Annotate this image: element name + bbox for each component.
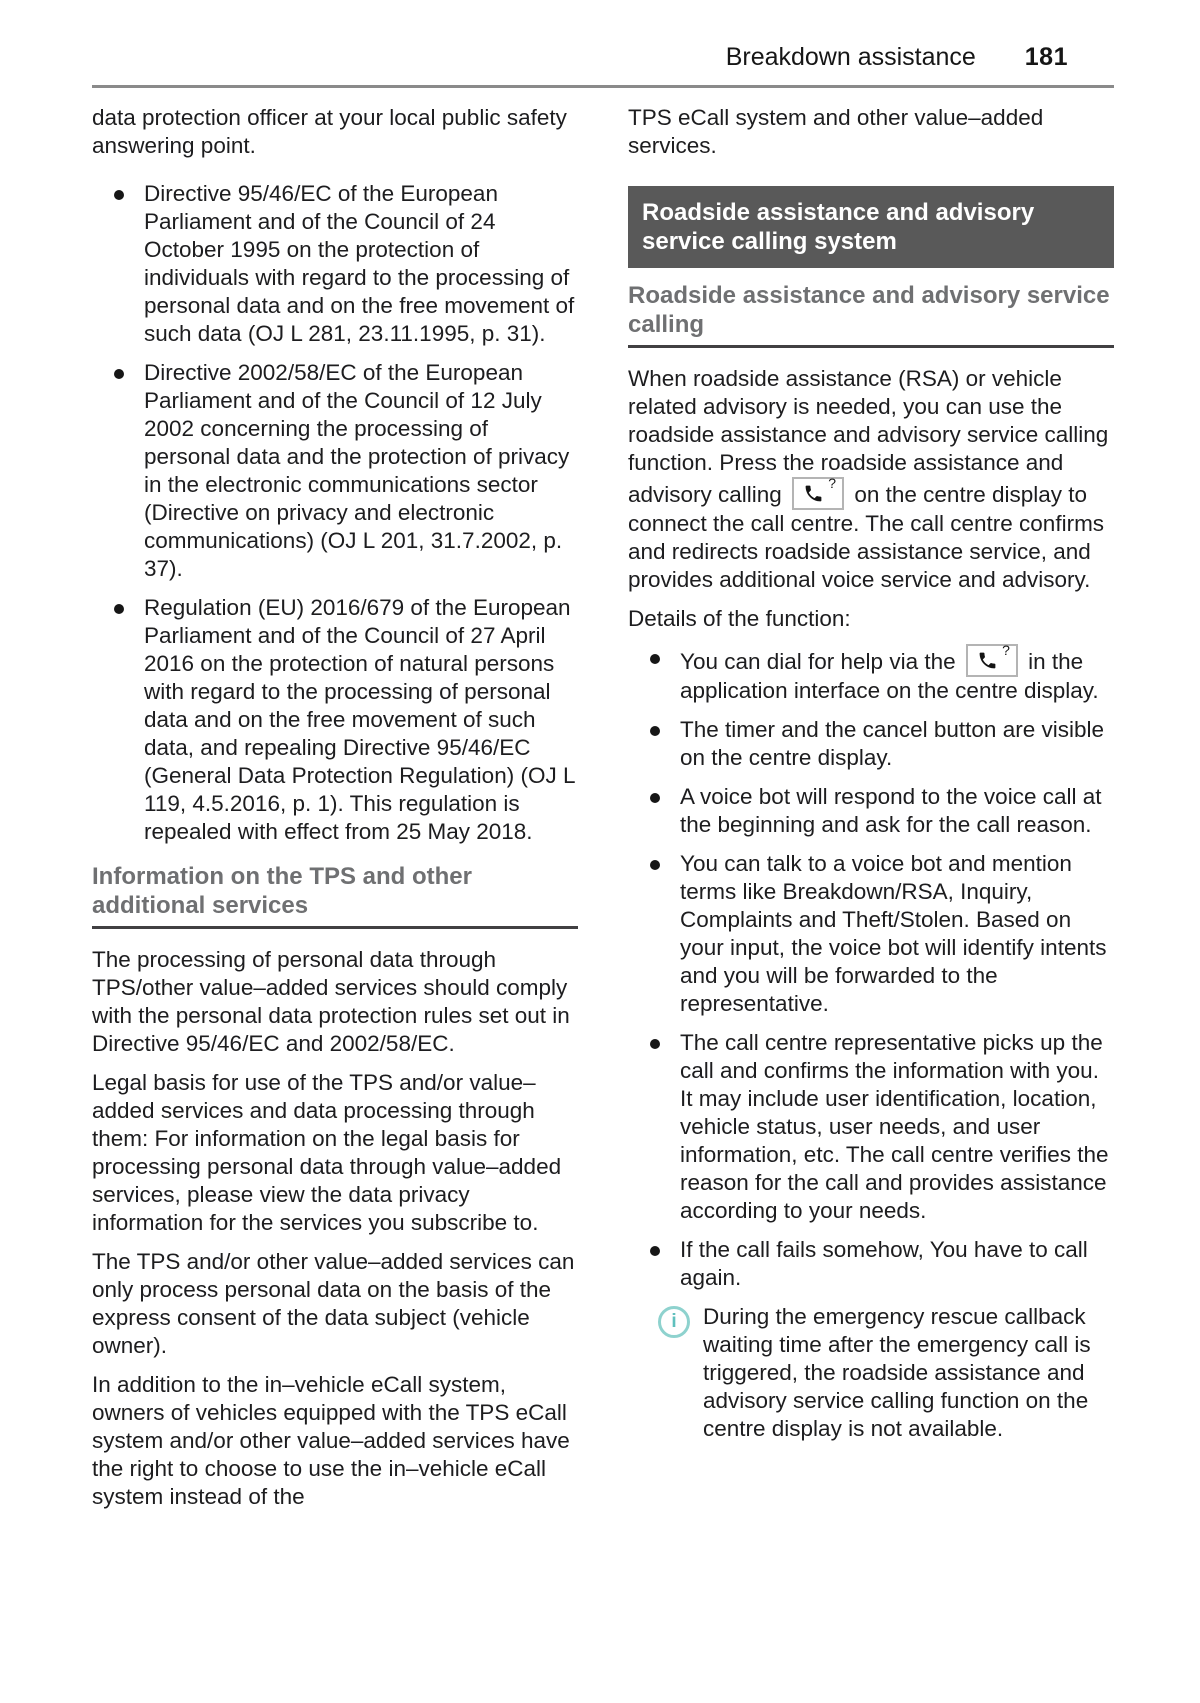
paragraph-text: on the centre display to connect the call centre. The call centre confirms and redirects roadside assistance service, and provides additional voice service and advisory. <box>628 482 1105 592</box>
roadside-assistance-call-icon <box>966 644 1018 677</box>
bullet-icon <box>114 369 124 379</box>
paragraph-text: When roadside assistance (RSA) or vehicle related advisory is needed, you can use the roadside assistance and advisory service calling function. Press the roadside assistance and advisory calling <box>628 366 1109 507</box>
details-label: Details of the function: <box>628 606 851 631</box>
header-rule <box>92 85 1114 88</box>
list-item-text: Directive 95/46/EC of the European Parliament and of the Council of 24 October 1995 on the protection of individuals with regard to the processing of personal data and on the free movement of such data (OJ L 281, 23.11.1995, p. 31). <box>144 181 575 346</box>
bullet-icon <box>650 1246 660 1256</box>
question-badge: ? <box>828 475 837 491</box>
phone-handset-glyph <box>977 650 998 671</box>
list-item-text: A voice bot will respond to the voice call at the beginning and ask for the call reason. <box>680 784 1102 837</box>
body-paragraph: The TPS and/or other value–added services can only process personal data on the basis of the express consent of the data subject (vehicle owner). <box>92 1249 575 1358</box>
intro-paragraph: TPS eCall system and other value–added services. <box>628 105 1044 158</box>
page-content <box>92 42 1114 1522</box>
body-paragraph: Legal basis for use of the TPS and/or value–added services and data processing through them: For information on the legal basis for processing personal data through value–added services, please view the data privacy information for the services you subscribe to. <box>92 1070 562 1235</box>
list-item <box>92 359 578 583</box>
section-heading-tps-info: Information on the TPS and other additional services <box>92 862 578 929</box>
list-item-text: You can talk to a voice bot and mention terms like Breakdown/RSA, Inquiry, Complaints and Theft/Stolen. Based on your input, the voice bot will identify intents and you will be forwarded to the representative. <box>680 851 1107 1016</box>
page-header <box>92 42 1114 72</box>
body-paragraph: In addition to the in–vehicle eCall system, owners of vehicles equipped with the TPS eCall system and/or other value–added services have the right to choose to use the in–vehicle eCall system instead of the <box>92 1372 570 1509</box>
body-paragraph <box>628 365 1114 594</box>
bullet-icon <box>114 190 124 200</box>
phone-handset-glyph <box>803 483 824 504</box>
list-item-text: Directive 2002/58/EC of the European Parliament and of the Council of 12 July 2002 concerning the processing of personal data and the protection of privacy in the electronic communications sector (Directive on privacy and electronic communications) (OJ L 201, 31.7.2002, p. 37). <box>144 360 570 581</box>
bullet-icon <box>114 604 124 614</box>
list-item-segment: You can dial for help via the <box>680 649 956 674</box>
left-column <box>92 104 578 1522</box>
section-title: Breakdown assistance <box>725 43 976 71</box>
page-number: 181 <box>1024 43 1068 71</box>
note-text: During the emergency rescue callback waiting time after the emergency call is triggered, the roadside assistance and advisory service calling function on the centre display is not available. <box>703 1304 1091 1441</box>
list-item <box>628 850 1114 1018</box>
list-item-text: The call centre representative picks up the call and confirms the information with you. It may include user identification, location, vehicle status, user needs, and user information, etc. The call centre verifies the reason for the call and provides assistance according to your needs. <box>680 1030 1109 1223</box>
list-item <box>628 783 1114 839</box>
bullet-icon <box>650 654 660 664</box>
list-item-text: The timer and the cancel button are visible on the centre display. <box>680 717 1104 770</box>
list-item-segment: in the application interface on the centre display. <box>680 649 1099 703</box>
list-item <box>628 644 1114 705</box>
list-item <box>92 594 578 846</box>
banner-heading-roadside-system: Roadside assistance and advisory service calling system <box>628 186 1114 268</box>
list-item-text: If the call fails somehow, You have to call again. <box>680 1237 1088 1290</box>
legal-directives-list <box>92 180 578 846</box>
function-details-list <box>628 644 1114 1292</box>
two-column-layout <box>92 104 1114 1522</box>
info-icon: i <box>658 1306 690 1338</box>
body-paragraph: The processing of personal data through TPS/other value–added services should comply with the personal data protection rules set out in Directive 95/46/EC and 2002/58/EC. <box>92 947 570 1056</box>
intro-paragraph: data protection officer at your local public safety answering point. <box>92 105 567 158</box>
bullet-icon <box>650 1039 660 1049</box>
question-badge: ? <box>1002 642 1010 658</box>
bullet-icon <box>650 726 660 736</box>
list-item <box>628 1029 1114 1225</box>
list-item-text: Regulation (EU) 2016/679 of the European Parliament and of the Council of 27 April 2016 on the protection of natural persons with regard to the processing of personal data and on the free movement of such data, and repealing Directive 95/46/EC (General Data Protection Regulation) (OJ L 119, 4.5.2016, p. 1). This regulation is repealed with effect from 25 May 2018. <box>144 595 575 844</box>
list-item <box>92 180 578 348</box>
info-note <box>658 1303 1114 1443</box>
bullet-icon <box>650 793 660 803</box>
roadside-assistance-call-icon <box>792 477 844 510</box>
list-item <box>628 716 1114 772</box>
list-item-text <box>680 644 1114 705</box>
list-item <box>628 1236 1114 1292</box>
right-column <box>628 104 1114 1522</box>
bullet-icon <box>650 860 660 870</box>
subsection-heading-roadside-calling: Roadside assistance and advisory service calling <box>628 281 1114 348</box>
